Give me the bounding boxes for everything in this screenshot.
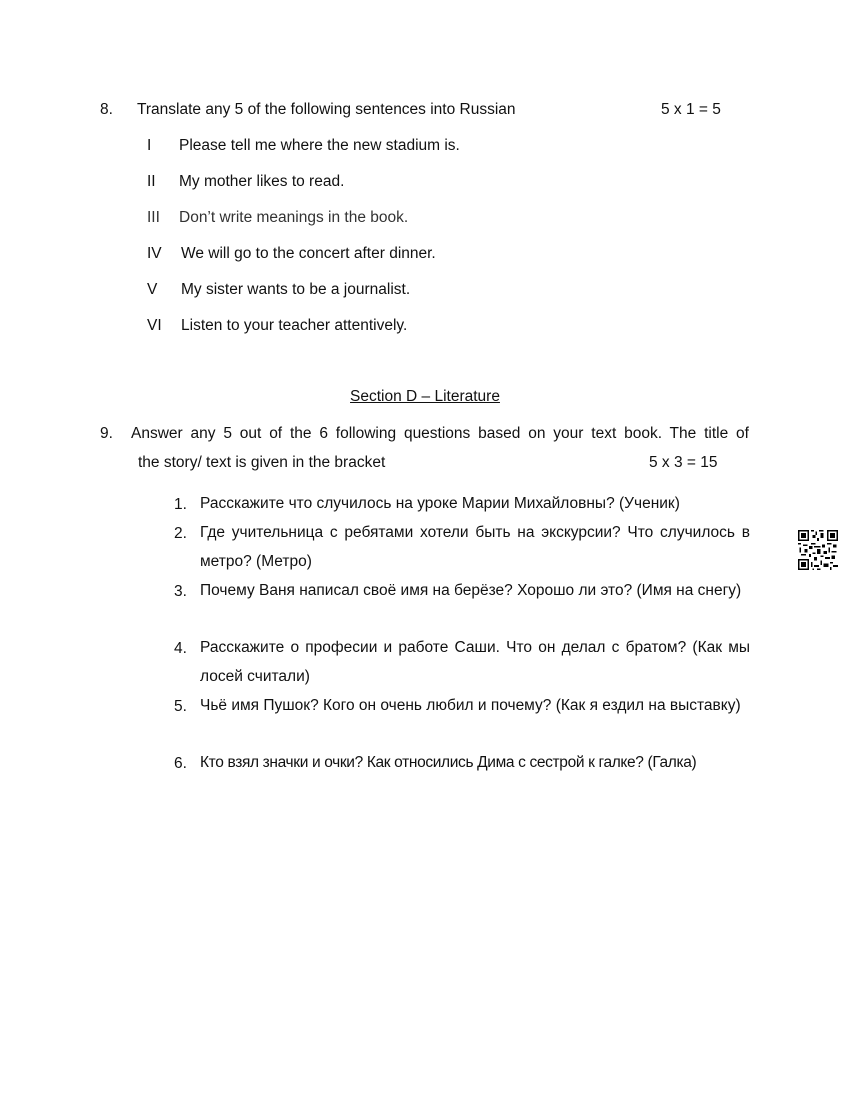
question-text: Почему Ваня написал своё имя на берёзе? Хорошо ли это? (Имя на снегу) [200,582,742,599]
sentence-text: My sister wants to be a journalist. [181,281,411,298]
sentence-text: Please tell me where the new stadium is. [179,137,460,154]
question-9-marks: 5 x 3 = 15 [649,454,718,471]
question-text: Расскажите что случилось на уроке Марии Михайловны? (Ученик) [200,495,680,512]
roman-numeral: I [147,137,152,154]
roman-numeral: III [147,209,160,226]
item-number: 4. [174,640,187,657]
qr-code-icon [798,530,838,570]
question-9-instruction-line2: the story/ text is given in the bracket [138,454,386,471]
item-number: 6. [174,755,187,772]
roman-numeral: VI [147,317,162,334]
question-text: Где учительница с ребятами хотели быть на экскурсии? Что случилось в метро? (Метро) [200,524,750,570]
question-9-number: 9. [100,425,113,442]
roman-numeral: II [147,173,156,190]
question-9-instruction-line1: Answer any 5 out of the 6 following questions based on your text book. The title of [131,425,749,442]
sentence-text: My mother likes to read. [179,173,345,190]
roman-numeral: IV [147,245,162,262]
sentence-text: Don’t write meanings in the book. [179,209,409,226]
item-number: 5. [174,698,187,715]
section-heading: Section D – Literature [350,388,500,405]
question-text: Кто взял значки и очки? Как относились Дима с сестрой к галке? (Галка) [200,754,697,771]
question-8-marks: 5 x 1 = 5 [661,101,721,118]
question-8-number: 8. [100,101,113,118]
sentence-text: We will go to the concert after dinner. [181,245,436,262]
question-8-instruction: Translate any 5 of the following sentences into Russian [137,101,516,118]
item-number: 3. [174,583,187,600]
roman-numeral: V [147,281,158,298]
item-number: 2. [174,525,187,542]
question-text: Расскажите о професии и работе Саши. Что он делал с братом? (Как мы лосей считали) [200,639,750,685]
sentence-text: Listen to your teacher attentively. [181,317,408,334]
question-text: Чьё имя Пушок? Кого он очень любил и почему? (Как я ездил на выставку) [200,697,741,714]
item-number: 1. [174,496,187,513]
